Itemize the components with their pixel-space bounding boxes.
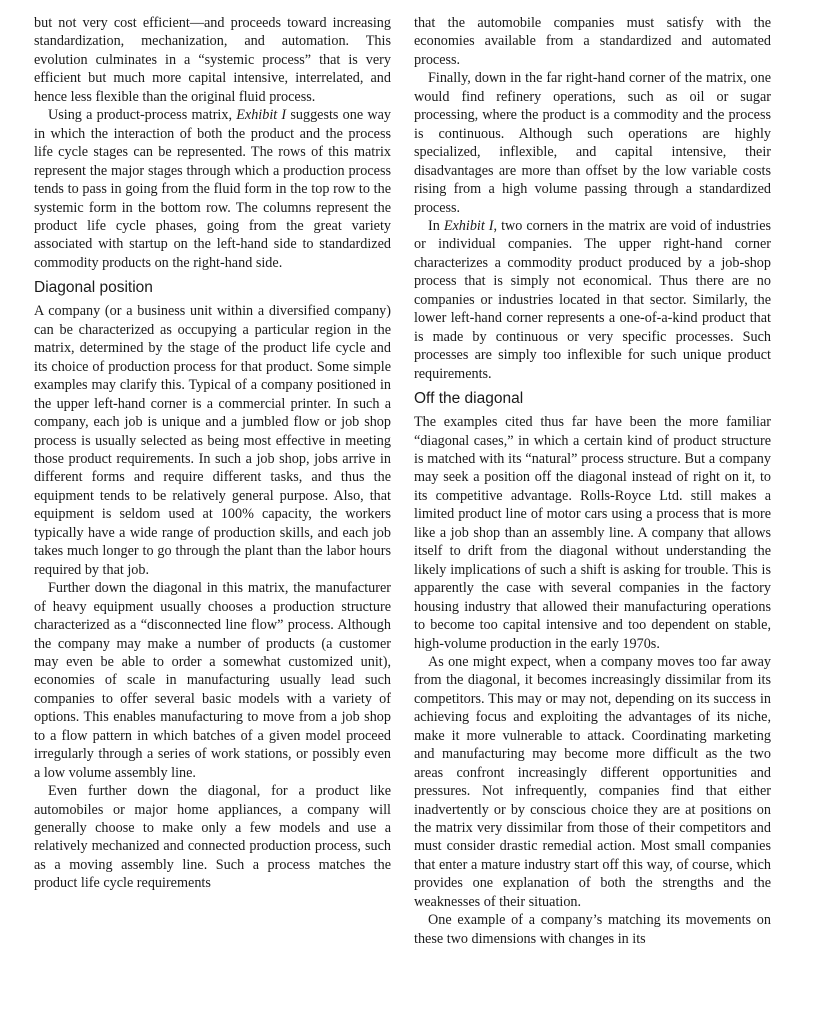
paragraph: that the automobile companies must satisfy with the economies available from a standardized and automated process. xyxy=(414,15,771,68)
paragraph-text: Using a product-process matrix, xyxy=(48,107,237,124)
paragraph xyxy=(414,217,771,383)
paragraph xyxy=(34,106,391,272)
paragraph: but not very cost efficient—and proceeds toward increasing standardization, mechanization, and automation. This evolution culminates in a “systemic process” that is very efficient but much more capital intensive, interrelated, and hence less flexible than the original fluid process. xyxy=(34,15,391,105)
paragraph-text: , two corners in the matrix are void of industries or individual companies. The upper right-hand corner characterizes a commodity product produced by a job-shop process that is simply not economical. Thus there are no companies or industries located in that sector. Similarly, the lower left-hand corner represents a one-of-a-kind product that is made by continuous or very specific processes. Such processes are simply too inflexible for such unique product requirements. xyxy=(414,217,772,382)
paragraph: A company (or a business unit within a diversified company) can be characterized as occupying a particular region in the matrix, determined by the stage of the product life cycle and its choice of production process for that product. Some simple examples may clarify this. Typical of a company positioned in the upper left-hand corner is a commercial printer. In such a company, each job is unique and a jumbled flow or job shop process is usually selected as being most effective in meeting those product requirements. In such a job shop, jobs arrive in different forms and require different tasks, and thus the equipment tends to be relatively general purpose. Also, that equipment is seldom used at 100% capacity, the workers typically have a wide range of production skills, and each job takes much longer to go through the plant than the labor hours required by that job. xyxy=(34,303,391,578)
paragraph: The examples cited thus far have been the more familiar “diagonal cases,” in which a certain kind of product structure is matched with its “natural” process structure. But a company may seek a position off the diagonal instead of right on it, to its competitive advantage. Rolls-Royce Ltd. still makes a limited product line of motor cars using a process that is more like a job shop than an assembly line. A company that allows itself to drift from the diagonal without understanding the likely implications of such a shift is asking for trouble. This is apparently the case with several companies in the factory housing industry that allowed their manufacturing operations to become too capital intensive and too dependent on stable, high-volume production in the early 1970s. xyxy=(414,414,771,652)
paragraph: Even further down the diagonal, for a product like automobiles or major home appliances, a company will generally choose to make only a few models and use a relatively mechanized and connected production process, such as a moving assembly line. Such a process matches the product life cycle requirements xyxy=(34,783,391,892)
paragraph: Further down the diagonal in this matrix, the manufacturer of heavy equipment usually chooses a production structure characterized as a “disconnected line flow” process. Although the company may make a number of products (a customer may even be able to order a somewhat customized unit), economies of scale in manufacturing usually lead such companies to offer several basic models with a variety of options. This enables manufacturing to move from a job shop to a flow pattern in which batches of a given model proceed irregularly through a series of work stations, or possibly even a low volume assembly line. xyxy=(34,580,391,781)
paragraph-text: suggests one way in which the interaction of both the product and the process life cycle stages can be represented. The rows of this matrix represent the major stages through which a production process tends to pass in going from the fluid form in the top row to the systemic form in the bottom row. The columns represent the product life cycle phases, going from the great variety associated with startup on the left-hand side to standardized commodity products on the right-hand side. xyxy=(34,107,391,271)
exhibit-reference: Exhibit I xyxy=(443,217,494,234)
paragraph: Finally, down in the far right-hand corner of the matrix, one would find refinery operations, such as oil or sugar processing, where the product is a commodity and the process is continuous. Although such operations are highly specialized, inflexible, and capital intensive, their disadvantages are more than offset by the low variable costs rising from a high volume passing through a standardized process. xyxy=(414,70,771,216)
section-heading-off-the-diagonal: Off the diagonal xyxy=(414,390,524,408)
right-column xyxy=(414,14,771,948)
left-column xyxy=(34,14,391,893)
paragraph: As one might expect, when a company moves too far away from the diagonal, it becomes increasingly dissimilar from its competitors. This may or may not, depending on its success in achieving focus and exploiting the advantages of its niche, make it more vulnerable to attack. Coordinating marketing and manufacturing may become more difficult as the two areas confront increasingly different opportunities and pressures. Not infrequently, companies find that either inadvertently or by conscious choice they are at positions on the matrix very dissimilar from those of their competitors and must consider drastic remedial action. Most small companies that enter a mature industry start off this way, of course, which provides one explanation of both the strengths and the weaknesses of their situation. xyxy=(414,653,771,910)
paragraph: One example of a company’s matching its movements on these two dimensions with changes in its xyxy=(414,912,771,947)
section-heading-diagonal-position: Diagonal position xyxy=(34,279,153,297)
exhibit-reference: Exhibit I xyxy=(236,107,287,124)
paragraph-text: In xyxy=(428,217,444,234)
